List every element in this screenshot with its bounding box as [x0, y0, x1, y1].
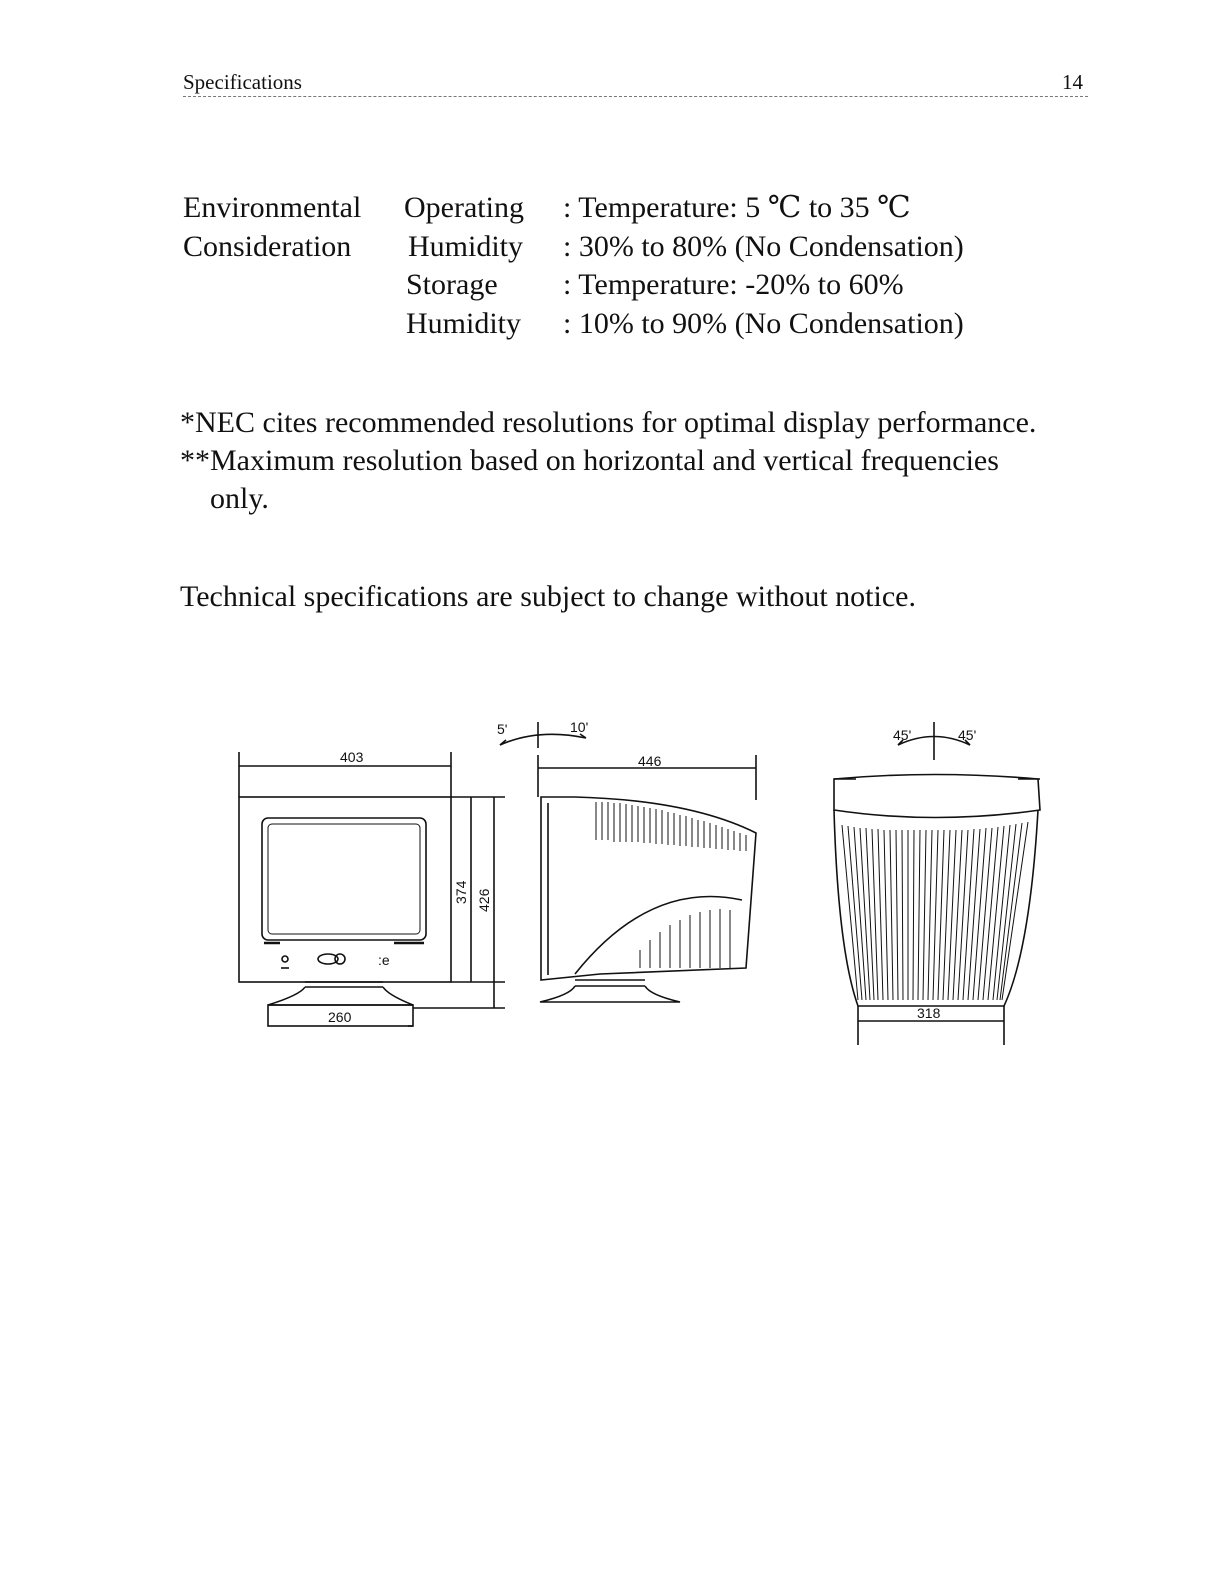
rear-view: [834, 722, 1040, 1045]
dim-tilt-forward: 5': [497, 721, 508, 737]
footnote-maximum: **Maximum resolution based on horizontal and vertical frequencies: [180, 444, 999, 477]
condition-value: : Temperature: -20% to 60%: [563, 268, 904, 301]
dim-swivel-right: 45': [958, 727, 977, 743]
condition-name: Storage: [406, 268, 498, 301]
dim-front-screen-height: 374: [453, 880, 469, 904]
dim-base-width: 260: [328, 1009, 352, 1025]
environment-label-line2: Consideration: [183, 229, 352, 263]
footnote-recommended: *NEC cites recommended resolutions for optimal display performance.: [180, 406, 1037, 439]
dim-front-width: 403: [340, 749, 364, 765]
svg-text::e: :e: [378, 952, 390, 968]
dim-swivel-left: 45': [893, 727, 912, 743]
dim-side-depth: 446: [638, 753, 662, 769]
dim-front-total-height: 426: [476, 888, 492, 912]
condition-name: Humidity: [408, 229, 524, 263]
footnote-maximum-continued: only.: [210, 482, 269, 515]
condition-name: Humidity: [406, 306, 522, 340]
dim-tilt-back: 10': [570, 719, 589, 735]
condition-name: Operating: [404, 191, 524, 224]
condition-value: : 10% to 90% (No Condensation): [563, 306, 964, 340]
side-view: [500, 722, 756, 1002]
dim-rear-width: 318: [917, 1005, 941, 1021]
page-number: 14: [1062, 70, 1083, 94]
condition-value: : Temperature: 5 ℃ to 35 ℃: [563, 191, 911, 224]
section-title: Specifications: [183, 70, 302, 94]
disclaimer: Technical specifications are subject to change without notice.: [180, 580, 916, 613]
environment-label-line1: Environmental: [183, 191, 362, 224]
condition-value: : 30% to 80% (No Condensation): [563, 229, 964, 263]
